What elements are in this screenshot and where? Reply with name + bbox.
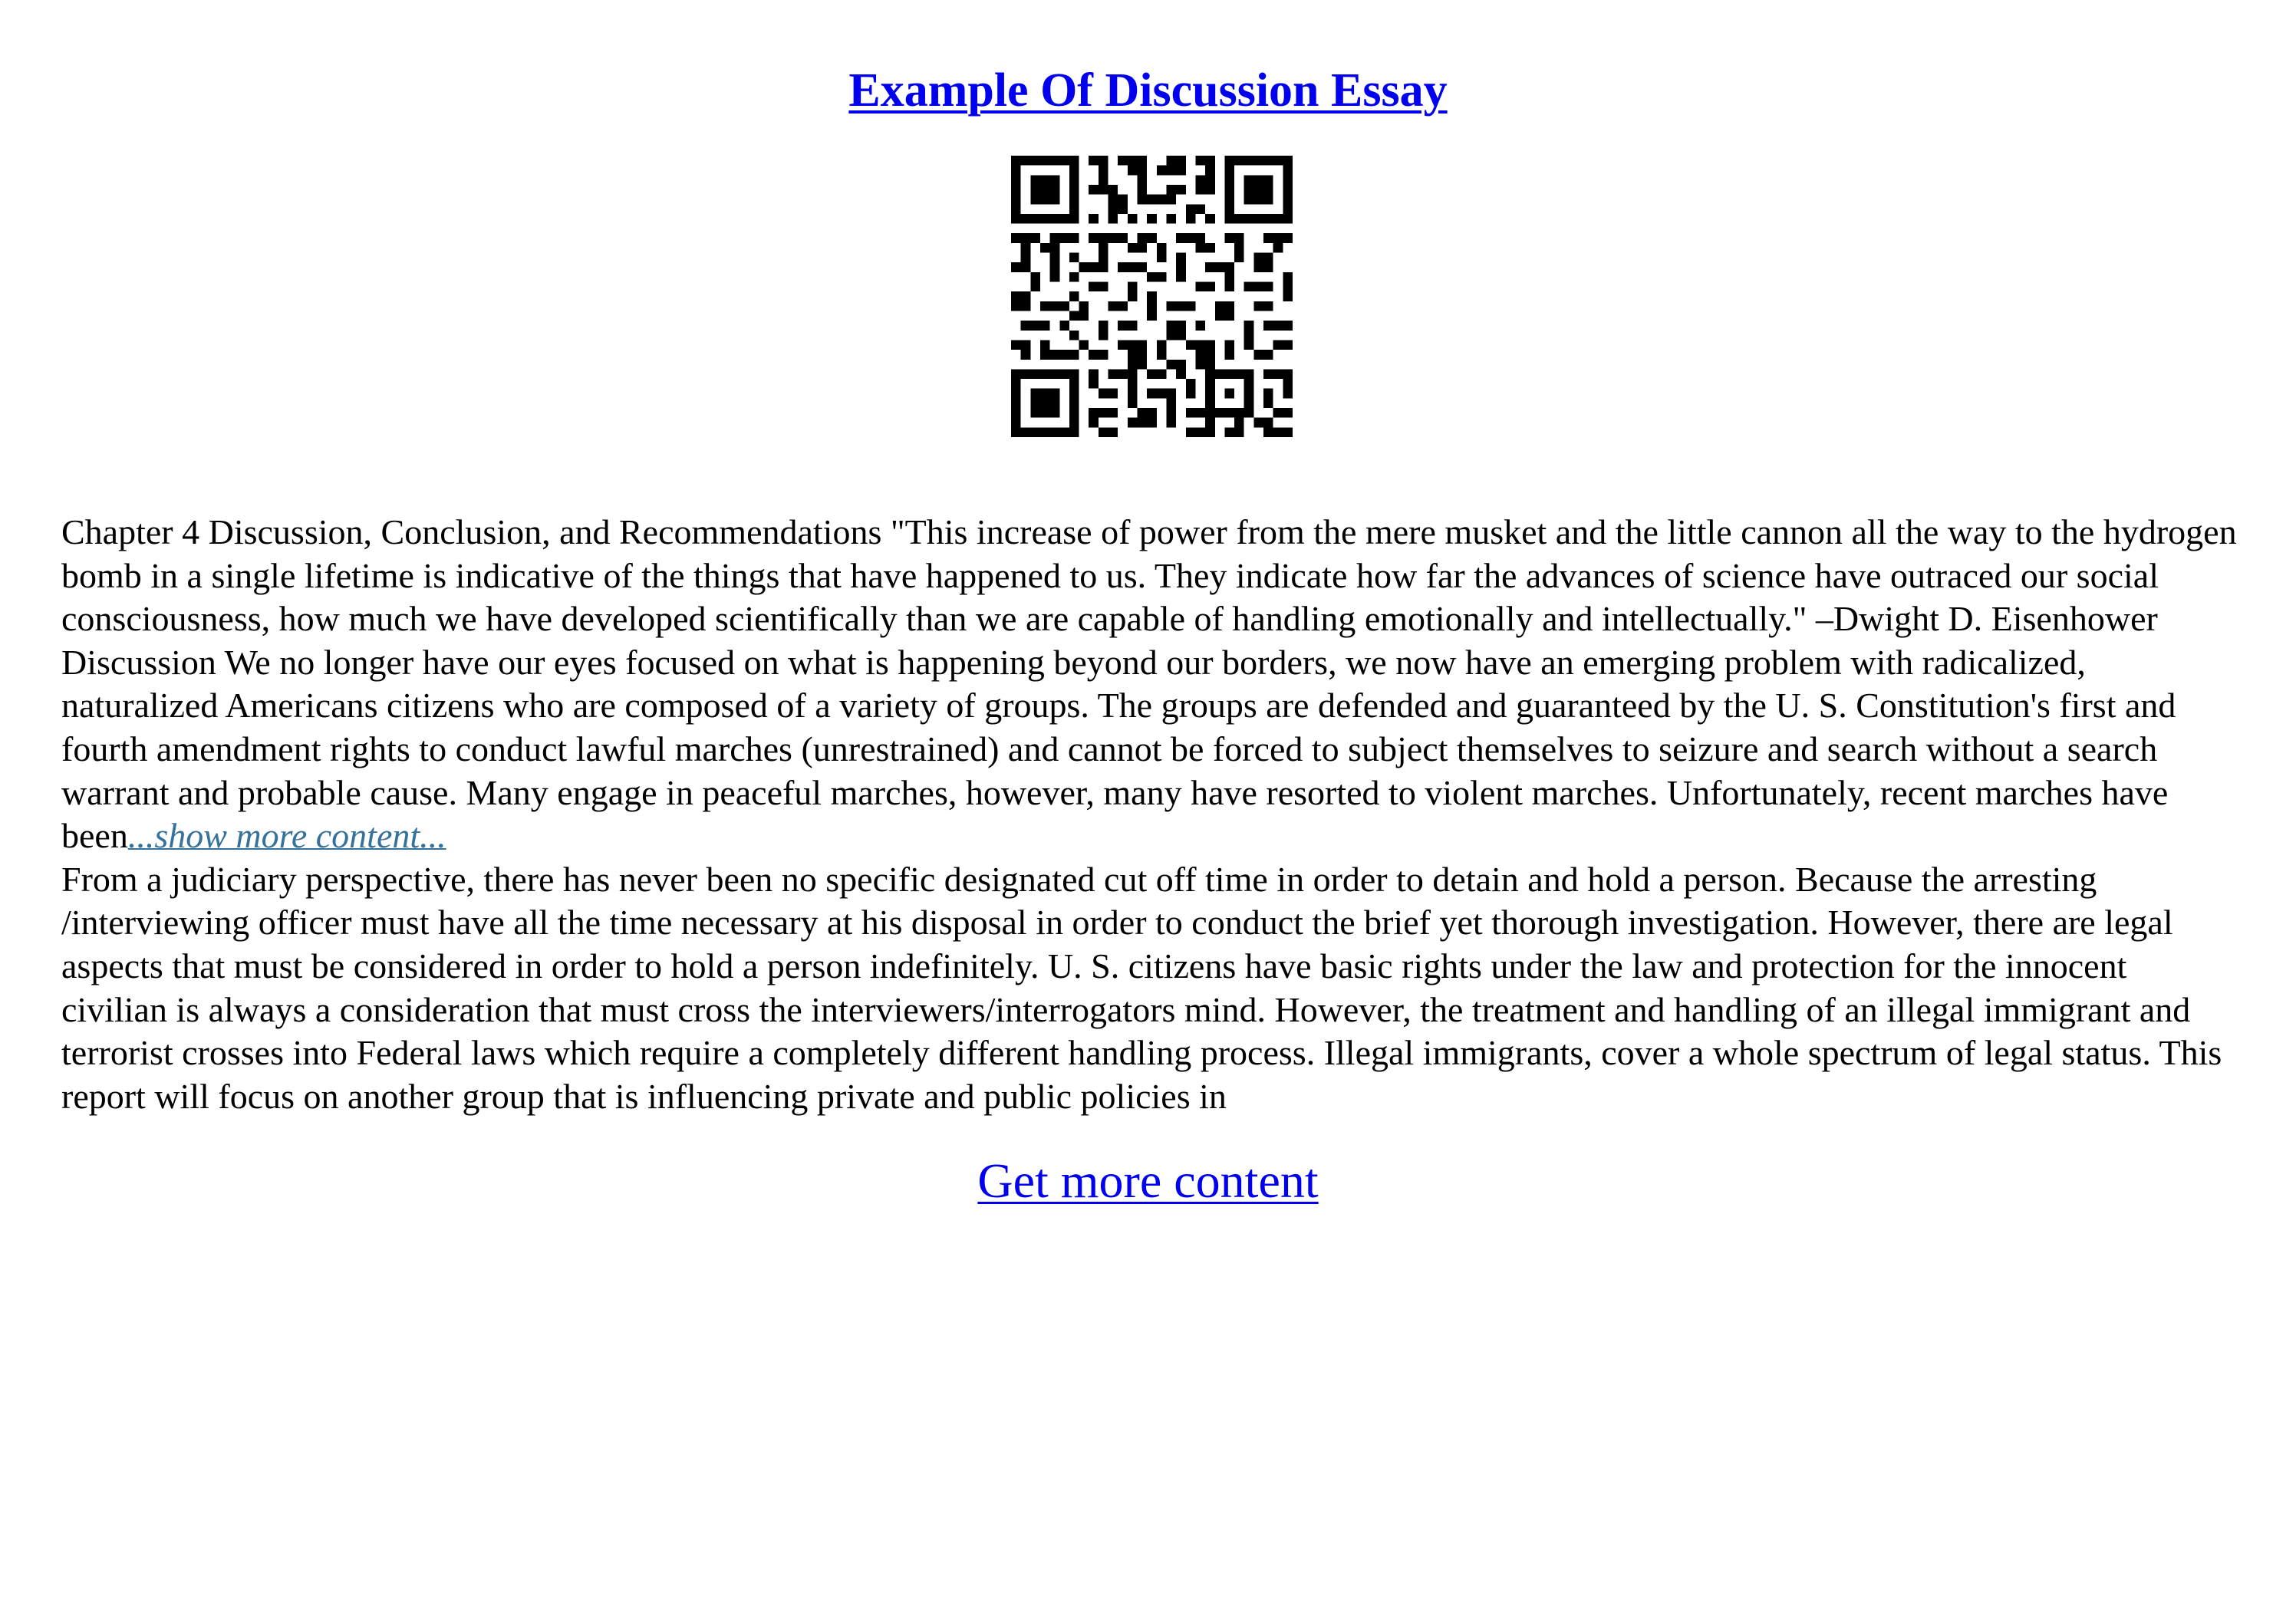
document-title <box>0 60 2296 121</box>
get-more-container <box>0 1150 2296 1212</box>
show-more-link[interactable]: ...show more content... <box>127 816 446 856</box>
document-body <box>61 511 2240 1118</box>
paragraph-continued: From a judiciary perspective, there has never been no specific designated cut off time in order to detain and hold a person. Because the arresting /interviewing officer must have all the time necessary at his disposal in order to conduct the brief yet thorough investigation. However, there are legal aspects that must be considered in order to hold a person indefinitely. U. S. citizens have basic rights under the law and protection for the innocent civilian is always a consideration that must cross the interviewers/interrogators mind. However, the treatment and handling of an illegal immigrant and terrorist crosses into Federal laws which require a completely different handling process. Illegal immigrants, cover a whole spectrum of legal status. This report will focus on another group that is influencing private and public policies in <box>61 859 2222 1116</box>
get-more-content-link[interactable]: Get more content <box>977 1153 1319 1208</box>
paragraph-intro <box>61 511 2240 858</box>
paragraph-intro-text: Chapter 4 Discussion, Conclusion, and Recommendations "This increase of power from the mere musket and the little cannon all the way to the hydrogen bomb in a single lifetime is indicative of the things that have happened to us. They indicate how far the advances of science have outraced our social consciousness, how much we have developed scientifically than we are capable of handling emotionally and intellectually." –Dwight D. Eisenhower Discussion We no longer have our eyes focused on what is happening beyond our borders, we now have an emerging problem with radicalized, naturalized Americans citizens who are composed of a variety of groups. The groups are defended and guaranteed by the U. S. Constitution's first and fourth amendment rights to conduct lawful marches (unrestrained) and cannot be forced to subject themselves to seizure and search without a search warrant and probable cause. Many engage in peaceful marches, however, many have resorted to violent marches. Unfortunately, recent marches have been <box>61 512 2237 856</box>
qr-code-icon <box>1011 156 1293 437</box>
document-title-link[interactable]: Example Of Discussion Essay <box>848 64 1448 117</box>
